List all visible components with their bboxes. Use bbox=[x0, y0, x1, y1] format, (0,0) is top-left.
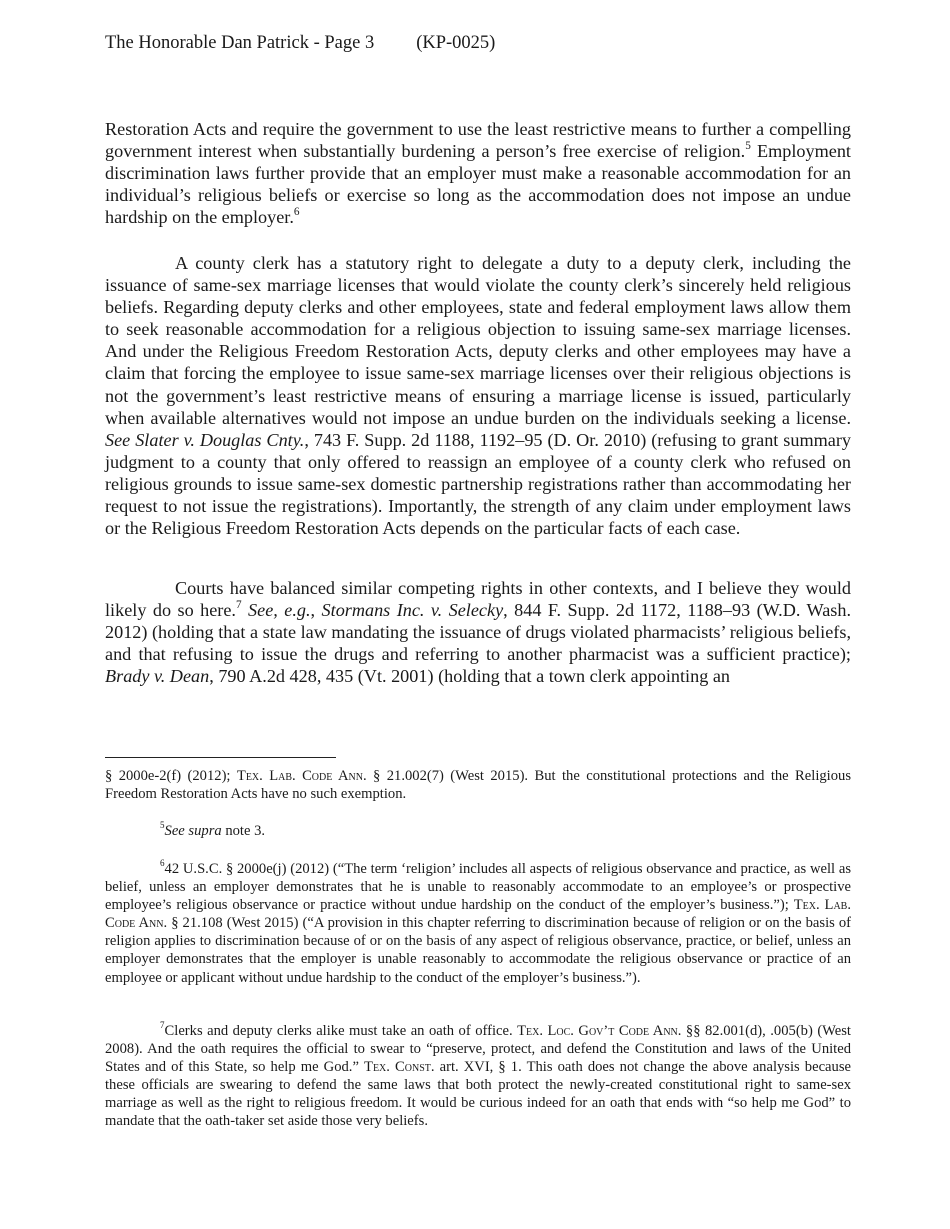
citation-stormans: Stormans Inc. v. Selecky bbox=[321, 600, 504, 621]
footnote-6-number: 6 bbox=[160, 858, 165, 869]
citation-signal: See, e.g. bbox=[248, 600, 311, 621]
page-header bbox=[105, 31, 495, 55]
paragraph-1-text-a: Restoration Acts and require the government to use the least restrictive means to further a compelling government interest when substantially burdening a person’s free exercise of religion. bbox=[105, 119, 851, 162]
footnote-5-signal: See supra bbox=[164, 823, 222, 839]
footnote-continuation-text-b: § 21.002(7) (West 2015). But the constitutional protections and the Religious Freedom Restoration Acts have no such exemption. bbox=[105, 768, 852, 803]
citation-slater: See Slater v. Douglas Cnty. bbox=[105, 429, 305, 450]
statute-tex-lab-code: Tex. Lab. Code Ann. bbox=[236, 768, 367, 784]
footnote-5 bbox=[105, 822, 851, 840]
footnote-ref-6: 6 bbox=[293, 206, 300, 219]
paragraph-3-text-b: , 844 F. Supp. 2d 1172, 1188–93 (W.D. Wash. 2012) (holding that a state law mandating the issuance of drugs violated pharmacists’ religious beliefs, and that refusing to issue the drugs and referring to another pharmacist was a sufficient practice); bbox=[105, 600, 852, 665]
paragraph-1-text-b: Employment discrimination laws further provide that an employer must make a reasonable accommodation for an individual’s religious beliefs or exercise so long as the accommodation does not impose an undue hardship on the employer. bbox=[105, 141, 851, 228]
footnote-7-text-c: art. XVI, § 1. This oath does not change the above analysis because these officials are swearing to defend the same laws that both protect the newly-created constitutional right to same-sex marriage as well as the right to religious freedom. It would be curious indeed for an oath that ends with “so help me God” to mandate that the oath-taker set aside those very beliefs. bbox=[105, 1059, 851, 1130]
opinion-number: (KP-0025) bbox=[416, 33, 496, 53]
footnote-ref-7: 7 bbox=[235, 598, 242, 611]
citation-brady: Brady v. Dean bbox=[105, 666, 210, 687]
footnote-6-text-b: § 21.108 (West 2015) (“A provision in this chapter referring to discrimination because of religion or on the basis of religion applies to discrimination because of or on the basis of any aspect of religious observance, practice, or belief, unless an employer demonstrates that the employer is unable reasonably to accommodate the religious observance or practice of an employee or applicant without undue hardship to the conduct of the employer’s business.”). bbox=[105, 915, 851, 986]
footnote-7-text-b: §§ 82.001(d), .005(b) (West 2008). And the oath requires the official to swear to “preserve, protect, and defend the Constitution and laws of the United States and of this State, so help me God.” bbox=[105, 1023, 851, 1076]
footnote-7-text-a: Clerks and deputy clerks alike must take an oath of office. bbox=[164, 1023, 518, 1039]
statute-tex-loc-gov-code: Tex. Loc. Gov’t Code Ann. bbox=[517, 1023, 682, 1039]
footnote-divider bbox=[105, 757, 336, 758]
paragraph-3-text-a: Courts have balanced similar competing rights in other contexts, and I believe they would likely do so here. bbox=[105, 578, 851, 621]
footnote-ref-5: 5 bbox=[745, 139, 751, 152]
paragraph-3-comma: , bbox=[310, 600, 322, 621]
paragraph-2 bbox=[105, 252, 851, 539]
footnote-5-text: note 3. bbox=[221, 823, 266, 839]
footnote-7-number: 7 bbox=[160, 1020, 165, 1031]
page-header-title: The Honorable Dan Patrick - Page 3 bbox=[105, 33, 375, 53]
footnote-7 bbox=[105, 1022, 851, 1131]
statute-tex-lab-code: Tex. Lab. Code Ann. bbox=[105, 897, 851, 932]
footnote-continuation-text-a: § 2000e-2(f) (2012); bbox=[105, 768, 237, 784]
statute-tex-const: Tex. Const. bbox=[364, 1059, 435, 1076]
footnote-6 bbox=[105, 860, 851, 987]
paragraph-2-text-a: A county clerk has a statutory right to delegate a duty to a deputy clerk, including the issuance of same-sex marriage licenses that would violate the county clerk’s sincerely held religious beliefs. Regarding deputy clerks and other employees, state and federal employment laws allow them to seek reasonable accommodation for a religious objection to issuing same-sex marriage licenses. And under the Religious Freedom Restoration Acts, deputy clerks and other employees may have a claim that forcing the employee to issue same-sex marriage licenses over their religious objections is not the government’s least restrictive means of ensuring a marriage license is issued, particularly when available alternatives would not impose an undue burden on the individuals seeking a license. bbox=[105, 253, 851, 428]
paragraph-3 bbox=[105, 577, 851, 687]
footnote-continuation bbox=[105, 767, 851, 803]
footnote-6-text-a: 42 U.S.C. § 2000e(j) (2012) (“The term ‘religion’ includes all aspects of religious observance and practice, as well as belief, unless an employer demonstrates that he is unable to reasonably accommodate to an employee’s or prospective employee’s religious observance or practice without undue hardship on the conduct of the employer’s business.”); bbox=[105, 861, 851, 914]
paragraph-3-text-c: , 790 A.2d 428, 435 (Vt. 2001) (holding that a town clerk appointing an bbox=[209, 666, 731, 687]
paragraph-1 bbox=[105, 118, 851, 228]
footnote-5-number: 5 bbox=[160, 820, 165, 831]
paragraph-2-text-b: , 743 F. Supp. 2d 1188, 1192–95 (D. Or. 2010) (refusing to grant summary judgment to a county that only offered to reassign an employee of a county clerk who refused on religious grounds to issue same-sex domestic partnership registrations rather than accommodating her request to not issue the registrations). Importantly, the strength of any claim under employment laws or the Religious Freedom Restoration Acts depends on the particular facts of each case. bbox=[105, 429, 851, 539]
